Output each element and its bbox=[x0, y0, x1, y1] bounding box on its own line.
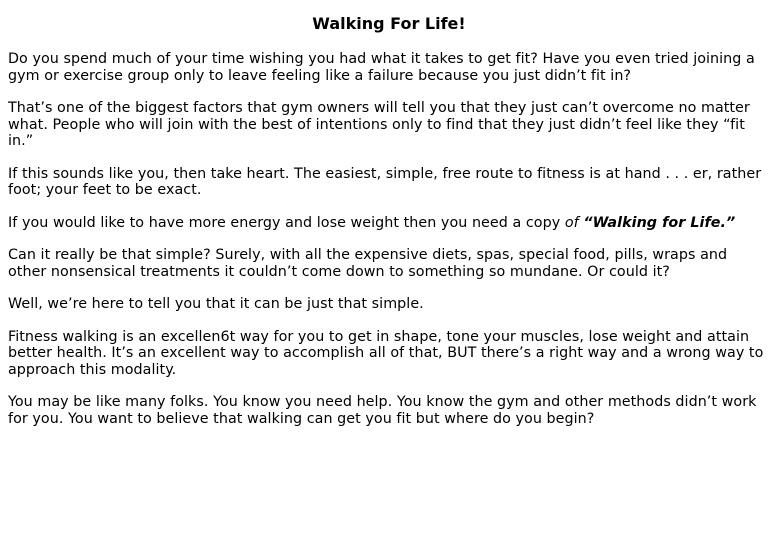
paragraph-4 bbox=[8, 215, 770, 232]
paragraph-4-of: of bbox=[564, 214, 579, 231]
paragraph-4-text: If you would like to have more energy and lose weight then you need a copy bbox=[8, 214, 565, 231]
paragraph-7: Fitness walking is an excellen6t way for you to get in shape, tone your muscles, lose weight and attain better health. It’s an excellent way to accomplish all of that, BUT there’s a right way and a wrong way to approach this modality. bbox=[8, 328, 764, 378]
paragraph-5: Can it really be that simple? Surely, with all the expensive diets, spas, special food, pills, wraps and other nonsensical treatments it couldn’t come down to something so mundane. Or could it? bbox=[8, 247, 728, 280]
paragraph-6: Well, we’re here to tell you that it can be just that simple. bbox=[8, 296, 424, 312]
paragraph-8: You may be like many folks. You know you need help. You know the gym and other methods didn’t work for you. You want to believe that walking can get you fit but where do you begin? bbox=[8, 394, 757, 427]
paragraph-3: If this sounds like you, then take heart. The easiest, simple, free route to fitness is at hand . . . er, rather foot; your feet to be exact. bbox=[8, 165, 762, 198]
paragraph-1: Do you spend much of your time wishing you had what it takes to get fit? Have you even tried joining a gym or exercise group only to leave feeling like a failure because you just didn’t fit in? bbox=[8, 51, 755, 84]
book-title: “Walking for Life.” bbox=[583, 214, 736, 231]
document-title: Walking For Life! bbox=[312, 14, 466, 33]
document-body bbox=[8, 14, 770, 443]
paragraph-2: That’s one of the biggest factors that gym owners will tell you that they just can’t overcome no matter what. People who will join with the best of intentions only to find that they just didn’t feel like they “fit in.” bbox=[8, 100, 750, 149]
